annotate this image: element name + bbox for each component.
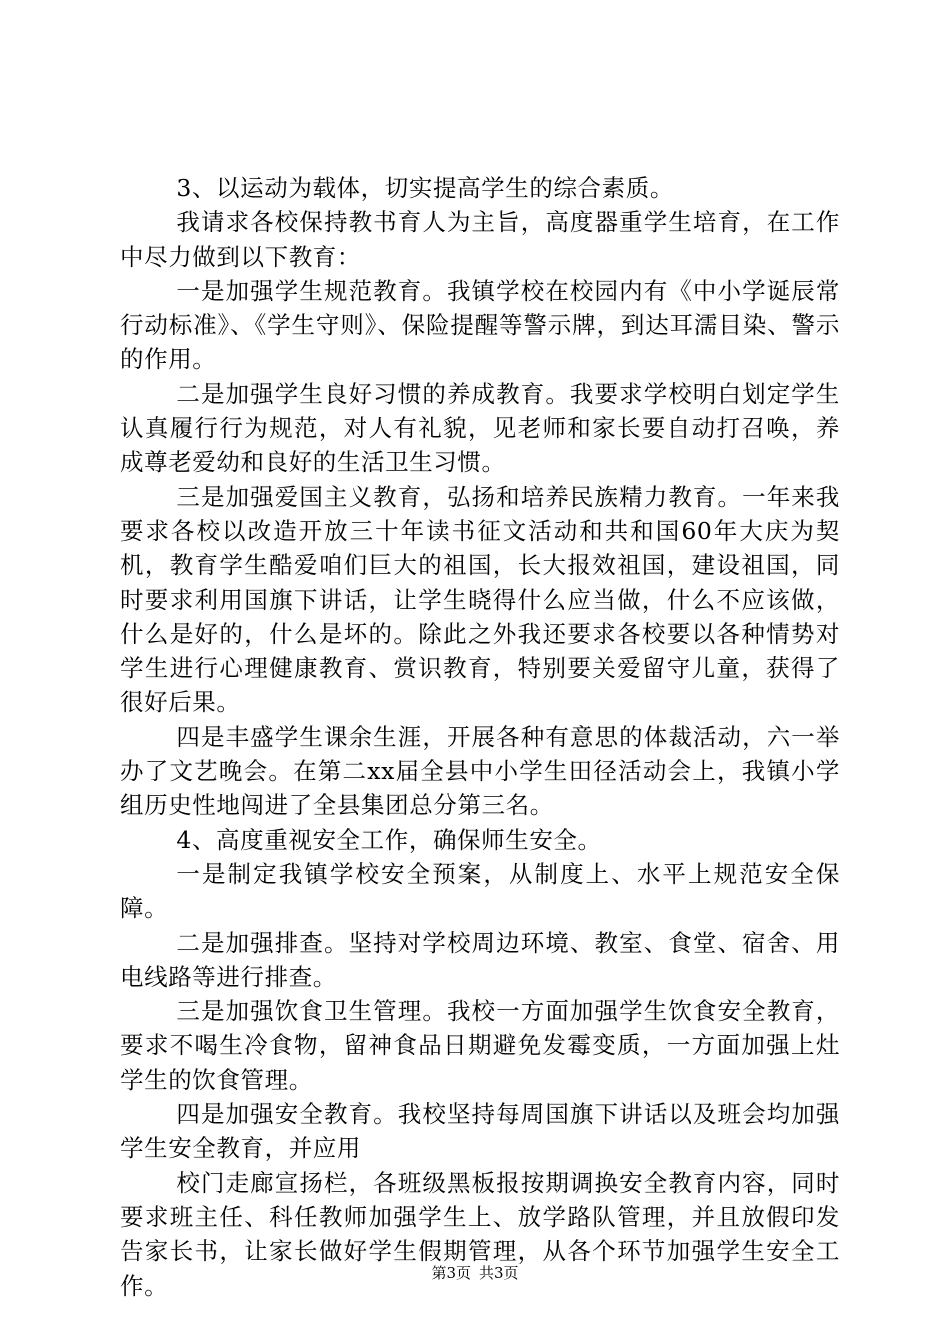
page-footer	[0, 1263, 950, 1283]
paragraph: 3、以运动为载体，切实提高学生的综合素质。	[176, 174, 674, 202]
paragraph: 一是制定我镇学校安全预案，从制度上、水平上规范安全保障。	[120, 859, 840, 923]
paragraph: 我请求各校保持教书育人为主旨，高度器重学生培育，在工作中尽力做到以下教育：	[120, 208, 840, 271]
paragraph: 校门走廊宣扬栏，各班级黑板报按期调换安全教育内容，同时要求班主任、科任教师加强学生上、放学路队管理，并且放假印发告家长书，让家长做好学生假期管理，从各个环节加强学生安全工作。	[120, 1168, 840, 1300]
paragraph: 4、高度重视安全工作，确保师生安全。	[176, 825, 602, 854]
paragraph: 三是加强饮食卫生管理。我校一方面加强学生饮食安全教育，要求不喝生冷食物，留神食品日期避免发霉变质，一方面加强上灶学生的饮食管理。	[120, 997, 840, 1094]
page-total: 共3页	[479, 1264, 519, 1282]
paragraph: 四是加强安全教育。我校坚持每周国旗下讲话以及班会均加强学生安全教育，并应用	[120, 1100, 840, 1163]
paragraph: 二是加强学生良好习惯的养成教育。我要求学校明白划定学生认真履行行为规范，对人有礼貌，见老师和家长要自动打召唤，养成尊老爱幼和良好的生活卫生习惯。	[120, 379, 840, 477]
paragraph: 三是加强爱国主义教育，弘扬和培养民族精力教育。一年来我要求各校以改造开放三十年读书征文活动和共和国60年大庆为契机，教育学生酷爱咱们巨大的祖国，长大报效祖国，建设祖国，同时要求利用国旗下讲话，让学生晓得什么应当做，什么不应该做，什么是好的，什么是坏的。除此之外我还要求各校要以各种情势对学生进行心理健康教育、赏识教育，特别要关爱留守儿童，获得了很好后果。	[120, 482, 840, 717]
page-number: 第3页	[431, 1264, 471, 1282]
paragraph: 一是加强学生规范教育。我镇学校在校园内有《中小学诞辰常行动标准》、《学生守则》、保险提醒等警示牌，到达耳濡目染、警示的作用。	[120, 276, 840, 374]
document-body	[120, 171, 840, 1303]
paragraph: 四是丰盛学生课余生涯，开展各种有意思的体裁活动，六一举办了文艺晚会。在第二xx届全县中小学生田径活动会上，我镇小学组历史性地闯进了全县集团总分第三名。	[120, 722, 840, 820]
paragraph: 二是加强排查。坚持对学校周边环境、教室、食堂、宿舍、用电线路等进行排查。	[120, 928, 840, 991]
